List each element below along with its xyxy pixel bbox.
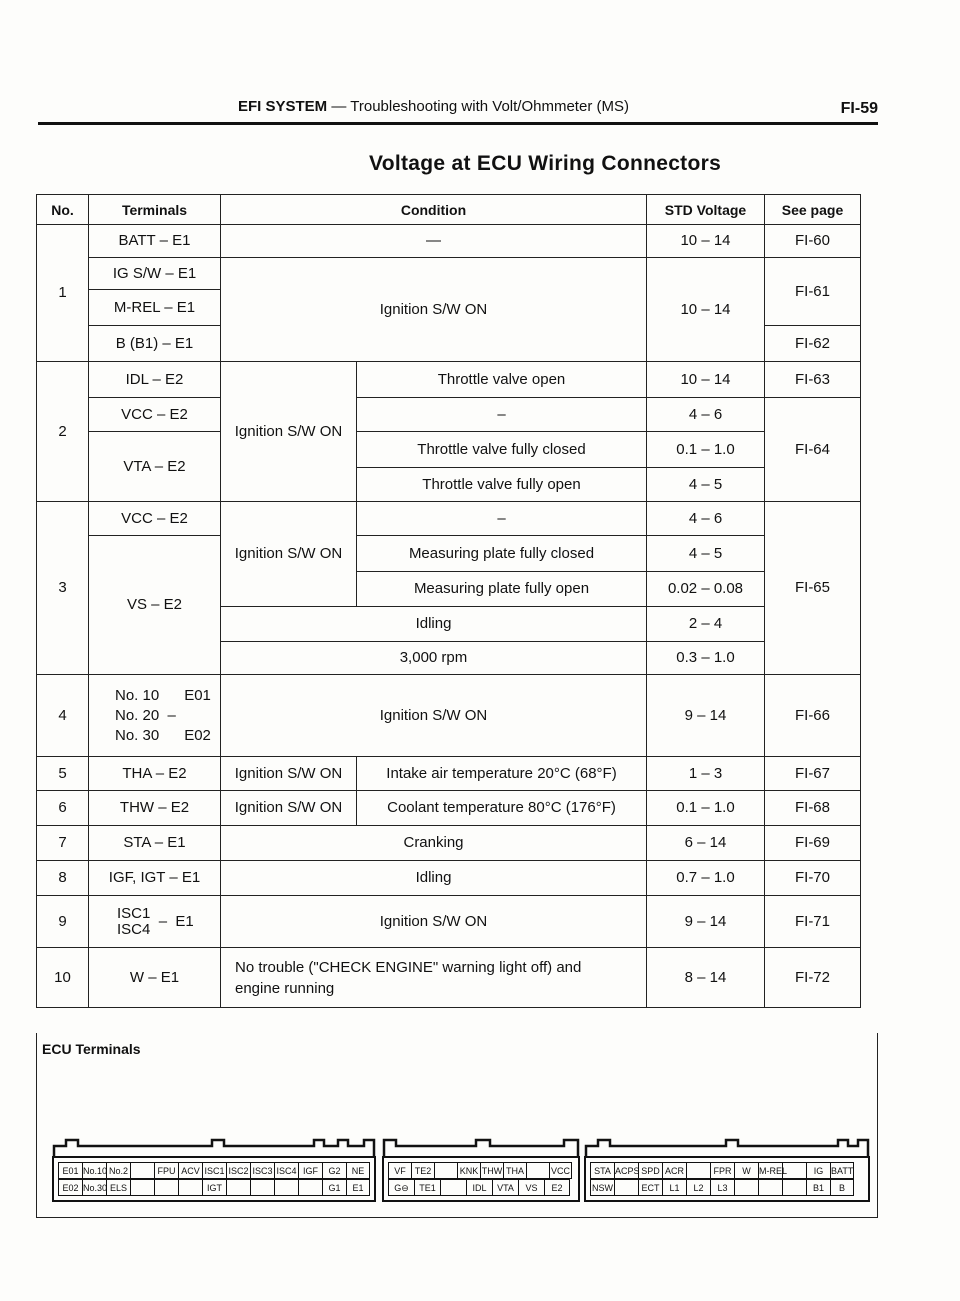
ecu-pin: SPD	[638, 1162, 662, 1179]
terminal: B (B1) – E1	[89, 326, 221, 362]
see-page: FI-67	[765, 757, 861, 791]
see-page: FI-71	[765, 896, 861, 948]
see-page: FI-66	[765, 675, 861, 757]
terminal: M-REL – E1	[89, 290, 221, 326]
ecu-pin: B1	[806, 1179, 830, 1196]
ecu-pin: NE	[346, 1162, 370, 1179]
isc-top: ISC1	[117, 904, 151, 922]
col-see-page: See page	[765, 195, 861, 225]
ecu-pin	[440, 1179, 466, 1196]
ecu-pin: FPR	[710, 1162, 734, 1179]
table-row	[37, 258, 861, 290]
ecu-pin: KNK	[457, 1162, 480, 1179]
col-condition: Condition	[221, 195, 647, 225]
ecu-pin	[226, 1179, 250, 1196]
header-title	[238, 98, 629, 115]
see-page: FI-64	[765, 398, 861, 502]
col-terminals: Terminals	[89, 195, 221, 225]
ecu-pin	[686, 1162, 710, 1179]
table-row	[37, 861, 861, 896]
row-no: 1	[37, 225, 89, 362]
ecu-pin: E01	[58, 1162, 82, 1179]
ecu-pin	[614, 1179, 638, 1196]
ecu-pin: ELS	[106, 1179, 130, 1196]
condition: Ignition S/W ON	[221, 502, 357, 607]
std-voltage: 10 – 14	[647, 258, 765, 362]
terminal	[89, 896, 221, 948]
std-voltage: 4 – 6	[647, 502, 765, 536]
condition: —	[221, 225, 647, 258]
sub-condition: Measuring plate fully closed	[357, 536, 647, 572]
ecu-pin: TE2	[411, 1162, 434, 1179]
ecu-pin: ACPS	[614, 1162, 638, 1179]
row-no: 2	[37, 362, 89, 502]
ecu-pin: W	[734, 1162, 758, 1179]
ecu-pin	[154, 1179, 178, 1196]
std-voltage: 8 – 14	[647, 948, 765, 1008]
ecu-pin: L1	[662, 1179, 686, 1196]
terminal: VCC – E2	[89, 502, 221, 536]
ecu-pin: THA	[503, 1162, 526, 1179]
table-row	[37, 362, 861, 398]
ecu-pin: FPU	[154, 1162, 178, 1179]
row-no: 4	[37, 675, 89, 757]
std-voltage: 4 – 5	[647, 468, 765, 502]
ecu-connector-b	[382, 1140, 580, 1210]
col-no: No.	[37, 195, 89, 225]
std-voltage: 6 – 14	[647, 826, 765, 861]
connector-b-bottom-row	[388, 1179, 570, 1196]
row-no: 8	[37, 861, 89, 896]
row-no: 7	[37, 826, 89, 861]
std-voltage: 0.1 – 1.0	[647, 791, 765, 826]
condition: Idling	[221, 607, 647, 642]
terminal-line: No. 30 E02	[115, 726, 211, 744]
ecu-pin: VS	[518, 1179, 544, 1196]
std-voltage: 9 – 14	[647, 675, 765, 757]
sub-condition: Coolant temperature 80°C (176°F)	[357, 791, 647, 826]
table-row	[37, 948, 861, 1008]
terminal: IGF, IGT – E1	[89, 861, 221, 896]
std-voltage: 9 – 14	[647, 896, 765, 948]
ecu-pin: VF	[388, 1162, 411, 1179]
connector-c-top-row	[590, 1162, 854, 1179]
see-page: FI-65	[765, 502, 861, 675]
std-voltage: 10 – 14	[647, 225, 765, 258]
ecu-pin: IDL	[466, 1179, 492, 1196]
terminal: VTA – E2	[89, 432, 221, 502]
ecu-pin: G1	[322, 1179, 346, 1196]
ecu-pin: L2	[686, 1179, 710, 1196]
table-row	[37, 502, 861, 536]
see-page: FI-62	[765, 326, 861, 362]
terminal-line: No. 20 –	[115, 706, 176, 724]
terminal: STA – E1	[89, 826, 221, 861]
sub-condition: –	[357, 398, 647, 432]
condition: Ignition S/W ON	[221, 791, 357, 826]
condition-line: engine running	[235, 979, 335, 997]
page-title: Voltage at ECU Wiring Connectors	[369, 152, 722, 175]
ecu-pin	[130, 1162, 154, 1179]
ecu-pin: ISC4	[274, 1162, 298, 1179]
condition: Ignition S/W ON	[221, 896, 647, 948]
connector-b-top-row	[388, 1162, 572, 1179]
ecu-terminals-title: ECU Terminals	[42, 1041, 141, 1057]
header-subtitle: — Troubleshooting with Volt/Ohmmeter (MS)	[327, 98, 629, 115]
table-row	[37, 432, 861, 468]
ecu-pin	[274, 1179, 298, 1196]
voltage-table	[36, 194, 861, 1008]
ecu-pin: L3	[710, 1179, 734, 1196]
terminal: W – E1	[89, 948, 221, 1008]
ecu-pin: TE1	[414, 1179, 440, 1196]
ecu-pin: G⊖	[388, 1179, 414, 1196]
ecu-pin	[178, 1179, 202, 1196]
ecu-pin: ACV	[178, 1162, 202, 1179]
row-no: 6	[37, 791, 89, 826]
ecu-connector-c	[584, 1140, 870, 1210]
condition: Ignition S/W ON	[221, 757, 357, 791]
ecu-pin: E1	[346, 1179, 370, 1196]
page-header	[38, 98, 878, 122]
row-no: 5	[37, 757, 89, 791]
std-voltage: 2 – 4	[647, 607, 765, 642]
sub-condition: Throttle valve fully closed	[357, 432, 647, 468]
isc-range	[117, 906, 150, 938]
terminal: BATT – E1	[89, 225, 221, 258]
std-voltage: 0.02 – 0.08	[647, 572, 765, 607]
isc-bottom: ISC4	[117, 920, 151, 938]
see-page: FI-70	[765, 861, 861, 896]
ecu-pin: IG	[806, 1162, 830, 1179]
ecu-pin: VTA	[492, 1179, 518, 1196]
ecu-pin	[434, 1162, 457, 1179]
ecu-pin: IGF	[298, 1162, 322, 1179]
ecu-pin	[758, 1179, 782, 1196]
ecu-pin	[734, 1179, 758, 1196]
sub-condition: Measuring plate fully open	[357, 572, 647, 607]
table-row	[37, 791, 861, 826]
terminal: VS – E2	[89, 536, 221, 675]
ecu-pin: BATT	[830, 1162, 854, 1179]
connector-c-bottom-row	[590, 1179, 854, 1196]
see-page: FI-63	[765, 362, 861, 398]
ecu-pin: VCC	[549, 1162, 572, 1179]
ecu-pin: No.10	[82, 1162, 106, 1179]
ecu-pin	[250, 1179, 274, 1196]
sub-condition: –	[357, 502, 647, 536]
see-page: FI-69	[765, 826, 861, 861]
table-row	[37, 398, 861, 432]
ecu-pin: G2	[322, 1162, 346, 1179]
connector-a-top-row	[58, 1162, 370, 1179]
row-no: 9	[37, 896, 89, 948]
condition: Cranking	[221, 826, 647, 861]
terminal: IDL – E2	[89, 362, 221, 398]
row-no: 10	[37, 948, 89, 1008]
ecu-pin: IGT	[202, 1179, 226, 1196]
std-voltage: 4 – 5	[647, 536, 765, 572]
connector-a-bottom-row	[58, 1179, 370, 1196]
ecu-pin: E02	[58, 1179, 82, 1196]
isc-terminal: – E1	[150, 912, 194, 930]
ecu-pin: THW	[480, 1162, 503, 1179]
condition-line: No trouble ("CHECK ENGINE" warning light off) and	[235, 958, 582, 976]
see-page: FI-68	[765, 791, 861, 826]
table-row	[37, 826, 861, 861]
sub-condition: Intake air temperature 20°C (68°F)	[357, 757, 647, 791]
header-rule	[38, 122, 878, 125]
condition: Ignition S/W ON	[221, 258, 647, 362]
table-row	[37, 757, 861, 791]
std-voltage: 0.1 – 1.0	[647, 432, 765, 468]
ecu-pin: ISC1	[202, 1162, 226, 1179]
ecu-pin	[298, 1179, 322, 1196]
ecu-pin	[526, 1162, 549, 1179]
ecu-pin	[130, 1179, 154, 1196]
terminal: IG S/W – E1	[89, 258, 221, 290]
see-page: FI-72	[765, 948, 861, 1008]
table-row	[37, 896, 861, 948]
ecu-pin: M-REL	[758, 1162, 782, 1179]
ecu-pin	[782, 1179, 806, 1196]
ecu-pin: STA	[590, 1162, 614, 1179]
std-voltage: 0.3 – 1.0	[647, 642, 765, 675]
ecu-pin: ISC3	[250, 1162, 274, 1179]
row-no: 3	[37, 502, 89, 675]
condition: Idling	[221, 861, 647, 896]
table-row	[37, 536, 861, 572]
sub-condition: Throttle valve open	[357, 362, 647, 398]
ecu-pin: B	[830, 1179, 854, 1196]
see-page: FI-61	[765, 258, 861, 326]
ecu-pin: No.30	[82, 1179, 106, 1196]
ecu-pin: E2	[544, 1179, 570, 1196]
std-voltage: 10 – 14	[647, 362, 765, 398]
std-voltage: 0.7 – 1.0	[647, 861, 765, 896]
condition	[221, 948, 647, 1008]
ecu-pin: ACR	[662, 1162, 686, 1179]
terminal: THW – E2	[89, 791, 221, 826]
condition: 3,000 rpm	[221, 642, 647, 675]
sub-condition: Throttle valve fully open	[357, 468, 647, 502]
ecu-pin: ECT	[638, 1179, 662, 1196]
ecu-pin	[782, 1162, 806, 1179]
std-voltage: 4 – 6	[647, 398, 765, 432]
std-voltage: 1 – 3	[647, 757, 765, 791]
table-row	[37, 225, 861, 258]
condition: Ignition S/W ON	[221, 362, 357, 502]
terminal: THA – E2	[89, 757, 221, 791]
condition: Ignition S/W ON	[221, 675, 647, 757]
ecu-pin: No.2	[106, 1162, 130, 1179]
terminal-line: No. 10 E01	[115, 686, 211, 704]
page-code: FI-59	[840, 100, 878, 117]
ecu-pin: NSW	[590, 1179, 614, 1196]
col-std-voltage: STD Voltage	[647, 195, 765, 225]
terminal	[89, 675, 221, 757]
ecu-connector-a	[52, 1140, 376, 1210]
ecu-pin: ISC2	[226, 1162, 250, 1179]
terminal: VCC – E2	[89, 398, 221, 432]
table-header-row	[37, 195, 861, 225]
header-section: EFI SYSTEM	[238, 98, 328, 115]
table-row	[37, 675, 861, 757]
see-page: FI-60	[765, 225, 861, 258]
